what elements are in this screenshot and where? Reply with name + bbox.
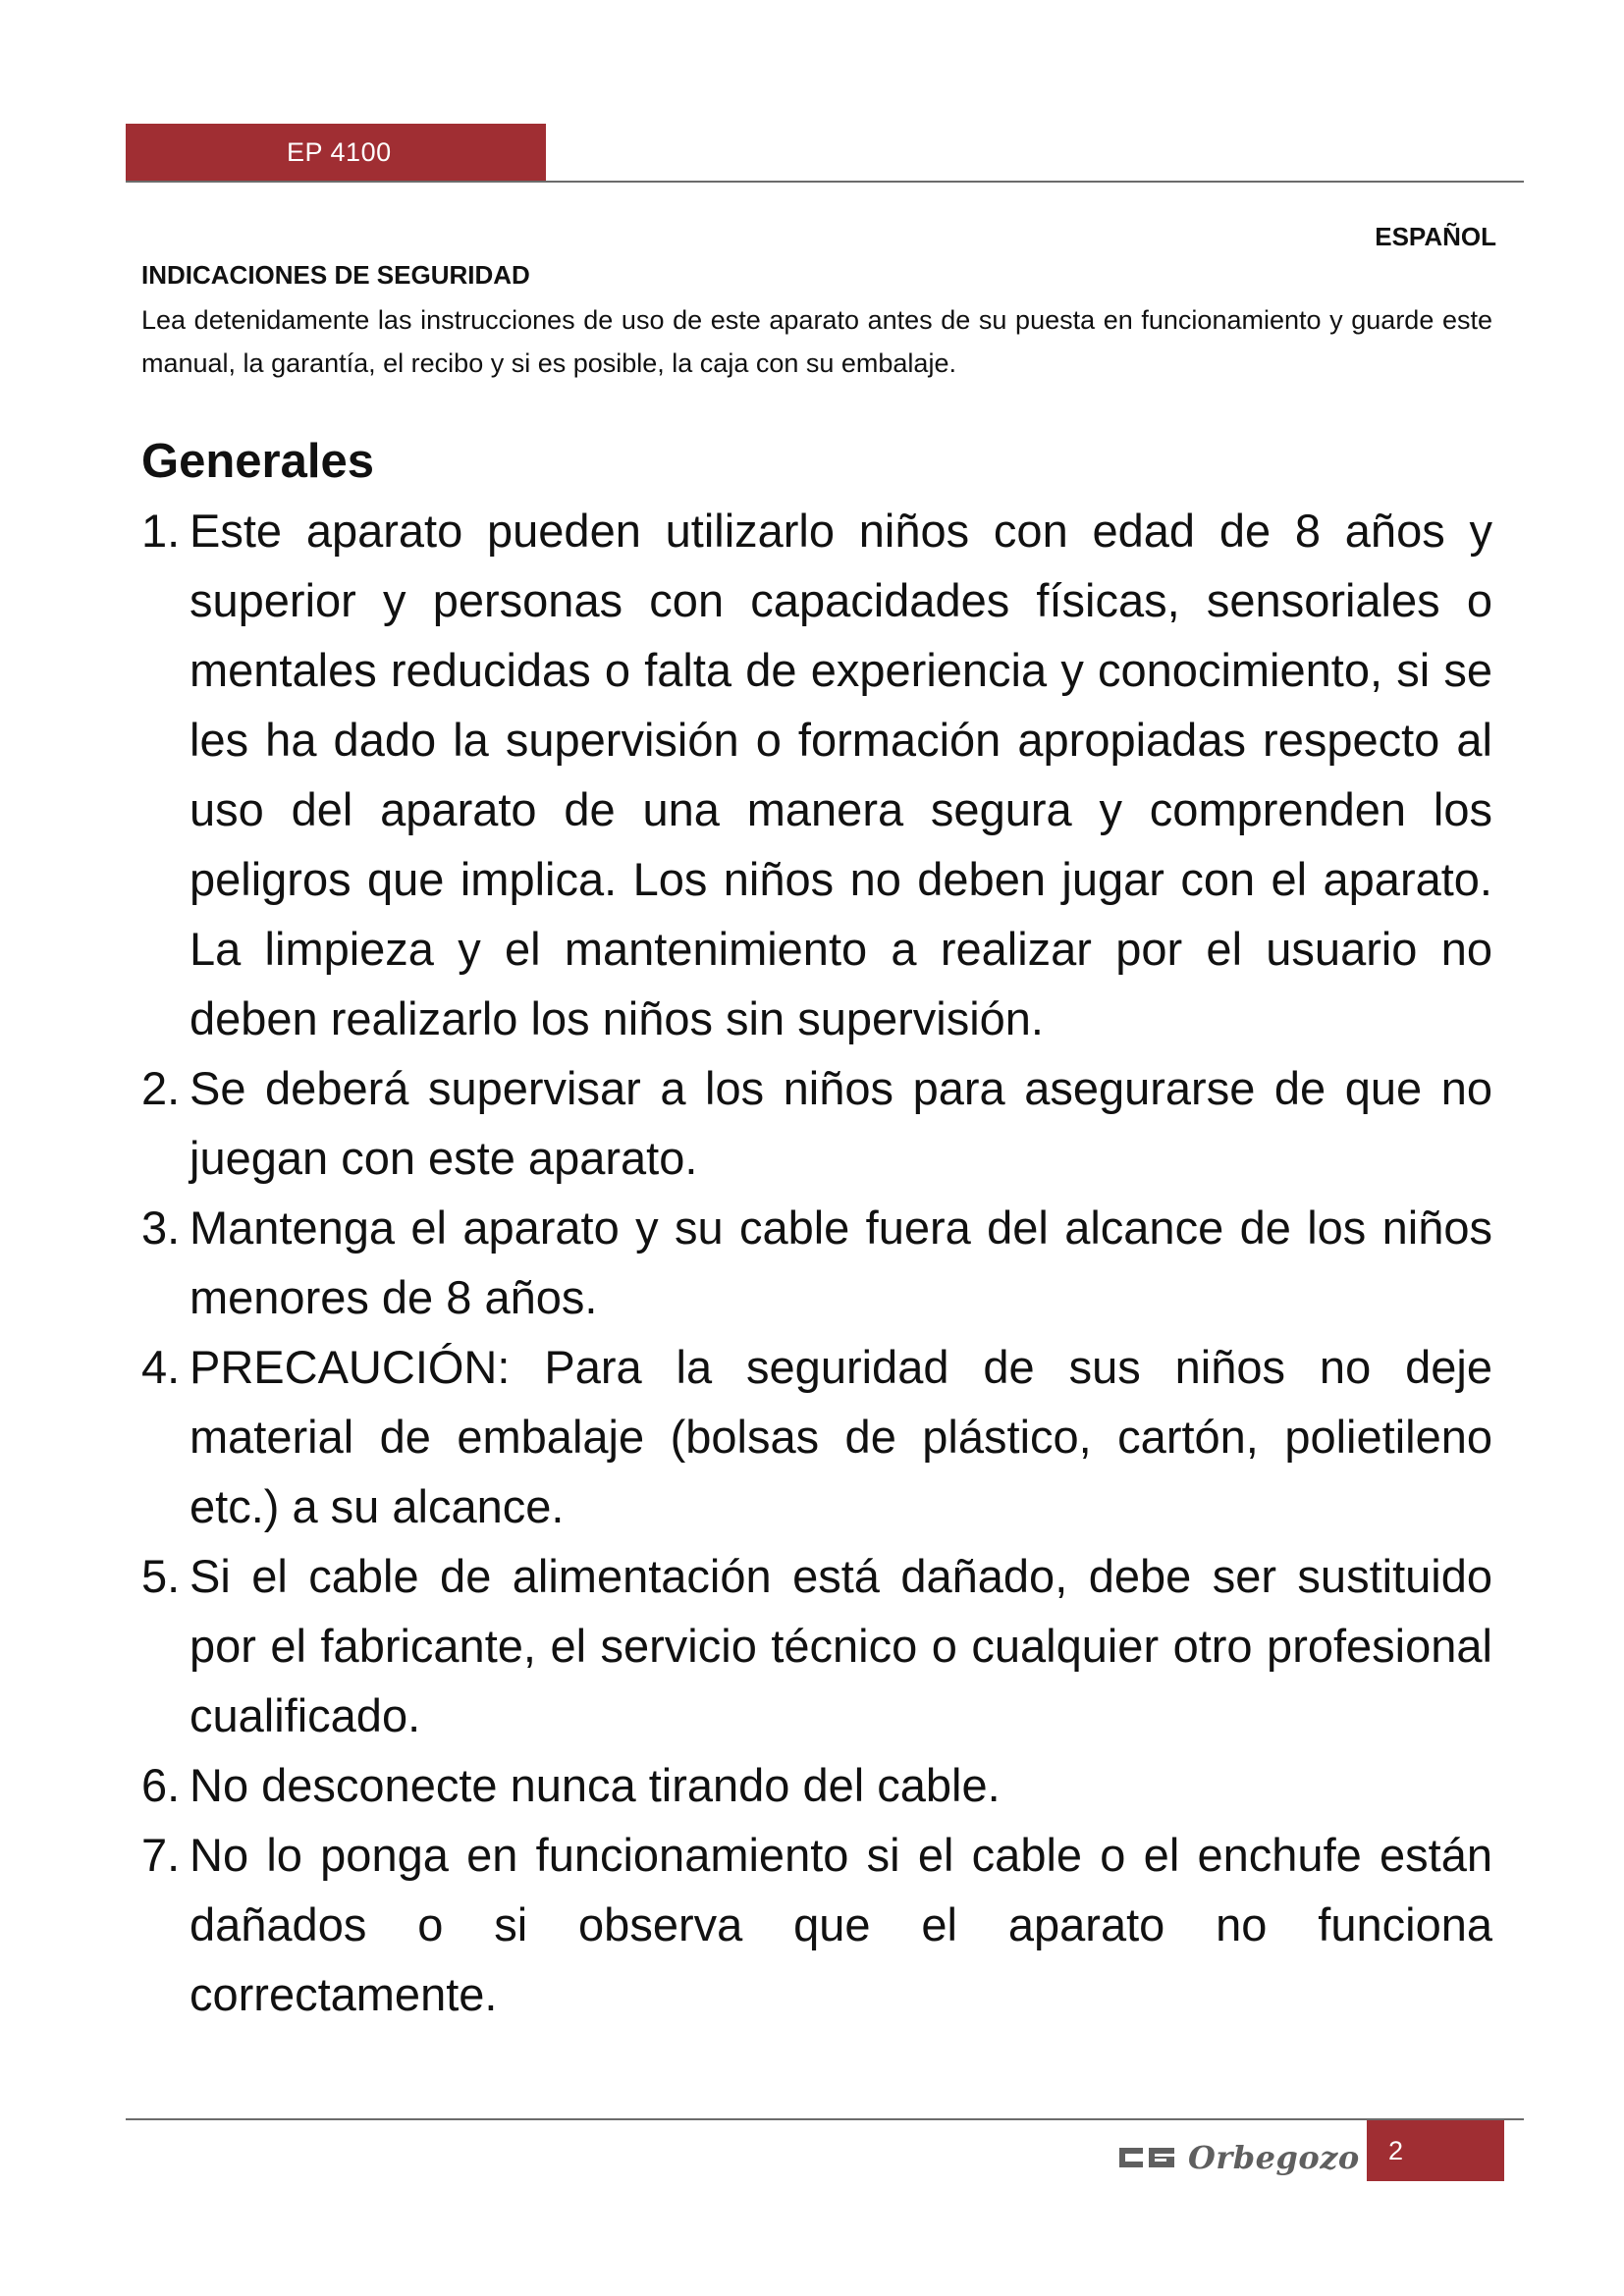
list-item-number: 4. — [141, 1341, 181, 1393]
list-item — [141, 1053, 1492, 1193]
generales-heading: Generales — [141, 435, 374, 488]
list-item-text: No desconecte nunca tirando del cable. — [189, 1759, 1001, 1811]
footer-divider — [126, 2118, 1524, 2120]
list-item-number: 5. — [141, 1550, 181, 1602]
list-item — [141, 1541, 1492, 1750]
safety-rules-list — [141, 496, 1492, 2029]
list-item-number: 6. — [141, 1759, 181, 1811]
model-label: EP 4100 — [287, 137, 392, 167]
list-item-number: 2. — [141, 1062, 181, 1114]
brand-logo-icon — [1119, 2144, 1174, 2171]
list-item — [141, 1750, 1492, 1820]
list-item-number: 7. — [141, 1829, 181, 1881]
brand-name: Orbegozo — [1188, 2139, 1360, 2176]
intro-paragraph: Lea detenidamente las instrucciones de uso de este aparato antes de su puesta en funcionamiento y guarde este manual, la garantía, el recibo y si es posible, la caja con su embalaje. — [141, 305, 1492, 378]
list-item-text: No lo ponga en funcionamiento si el cable o el enchufe están dañados o si observa que el aparato no funciona correctamente. — [189, 1829, 1492, 2020]
list-item-number: 3. — [141, 1201, 181, 1254]
language-label: ESPAÑOL — [1375, 222, 1496, 251]
list-item-text: PRECAUCIÓN: Para la seguridad de sus niños no deje material de embalaje (bolsas de plástico, cartón, polietileno etc.) a su alcance. — [189, 1341, 1492, 1532]
page-number-badge — [1367, 2120, 1504, 2181]
header-model-band — [126, 124, 546, 181]
list-item — [141, 496, 1492, 1053]
list-item-text: Este aparato pueden utilizarlo niños con edad de 8 años y superior y personas con capacidades físicas, sensoriales o mentales reducidas o falta de experiencia y conocimiento, si se les ha dado la supervisión o formación apropiadas respecto al uso del aparato de una manera segura y comprenden los peligros que implica. Los niños no deben jugar con el aparato. La limpieza y el mantenimiento a realizar por el usuario no deben realizarlo los niños sin supervisión. — [189, 505, 1492, 1044]
brand-logo — [1119, 2132, 1360, 2183]
page-number: 2 — [1388, 2136, 1404, 2165]
section-title: INDICACIONES DE SEGURIDAD — [141, 260, 530, 290]
list-item — [141, 1332, 1492, 1541]
list-item — [141, 1820, 1492, 2029]
list-item-text: Se deberá supervisar a los niños para asegurarse de que no juegan con este aparato. — [189, 1062, 1492, 1184]
list-item-text: Mantenga el aparato y su cable fuera del alcance de los niños menores de 8 años. — [189, 1201, 1492, 1323]
list-item-text: Si el cable de alimentación está dañado, debe ser sustituido por el fabricante, el servicio técnico o cualquier otro profesional cualificado. — [189, 1550, 1492, 1741]
header-divider — [126, 181, 1524, 183]
list-item-number: 1. — [141, 505, 181, 557]
list-item — [141, 1193, 1492, 1332]
